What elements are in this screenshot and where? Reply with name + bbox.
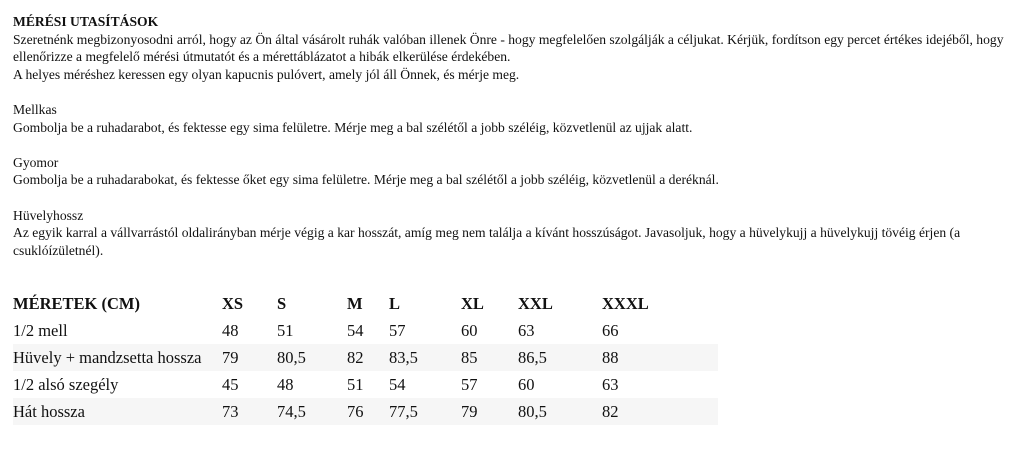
table-row bbox=[13, 317, 718, 344]
table-row bbox=[13, 371, 718, 398]
header-size-xxl: XXL bbox=[518, 293, 553, 313]
table-cell: 76 bbox=[347, 398, 389, 425]
table-cell: 80,5 bbox=[277, 344, 347, 371]
table-cell: 57 bbox=[389, 320, 406, 340]
table-cell: 88 bbox=[602, 344, 718, 371]
table-cell: 79 bbox=[461, 398, 518, 425]
table-cell: 51 bbox=[347, 374, 364, 394]
table-row bbox=[13, 398, 718, 425]
table-row bbox=[13, 344, 718, 371]
table-cell: 79 bbox=[222, 344, 277, 371]
waist-heading: Gyomor bbox=[13, 154, 59, 170]
table-cell: 86,5 bbox=[518, 344, 602, 371]
row-label: Hát hossza bbox=[13, 398, 222, 425]
table-cell: 83,5 bbox=[389, 344, 461, 371]
instructions-title: MÉRÉSI UTASÍTÁSOK bbox=[13, 14, 159, 29]
table-cell: 60 bbox=[518, 374, 535, 394]
header-size-xl: XL bbox=[461, 293, 484, 313]
sleeve-heading: Hüvelyhossz bbox=[13, 207, 84, 223]
table-cell: 54 bbox=[347, 320, 364, 340]
header-size-l: L bbox=[389, 293, 401, 313]
header-label: MÉRETEK (CM) bbox=[13, 293, 140, 313]
table-cell: 54 bbox=[389, 374, 406, 394]
header-size-xs: XS bbox=[222, 293, 244, 313]
header-size-m: M bbox=[347, 293, 363, 313]
chest-heading: Mellkas bbox=[13, 101, 57, 117]
table-cell: 82 bbox=[602, 398, 718, 425]
table-cell: 66 bbox=[602, 320, 619, 340]
table-cell: 85 bbox=[461, 344, 518, 371]
table-cell: 80,5 bbox=[518, 398, 602, 425]
intro-paragraph: Szeretnénk megbizonyosodni arról, hogy az Ön által vásárolt ruhák valóban illenek Önre - hogy megfelelően szolgálják a céljukat. Kérjük, fordítson egy percet értékes idejéből, hogy ellenőrizze a megfelelő mérési útmutatót és a mérettáblázatot a hibák elkerülése érdekében. bbox=[13, 31, 1004, 65]
row-label: 1/2 mell bbox=[13, 320, 68, 340]
sleeve-text: Az egyik karral a vállvarrástól oldalirányban mérje végig a kar hosszát, amíg meg nem találja a kívánt hosszúságot. Javasoljuk, hogy a hüvelykujj a hüvelykujj tövéig érjen (a csuklóízületnél). bbox=[13, 225, 961, 258]
table-cell: 45 bbox=[222, 374, 239, 394]
size-table-header bbox=[13, 290, 718, 317]
table-cell: 73 bbox=[222, 398, 277, 425]
measurement-instructions bbox=[13, 13, 1008, 259]
table-cell: 60 bbox=[461, 320, 478, 340]
table-cell: 63 bbox=[518, 320, 535, 340]
table-cell: 51 bbox=[277, 320, 294, 340]
spacer bbox=[13, 136, 1008, 154]
table-cell: 48 bbox=[277, 374, 294, 394]
header-size-s: S bbox=[277, 293, 287, 313]
table-cell: 48 bbox=[222, 320, 239, 340]
size-table bbox=[13, 290, 718, 425]
spacer bbox=[13, 189, 1008, 207]
intro-hint: A helyes méréshez keressen egy olyan kapucnis pulóvert, amely jól áll Önnek, és mérje meg. bbox=[13, 66, 520, 82]
table-cell: 57 bbox=[461, 374, 478, 394]
row-label: Hüvely + mandzsetta hossza bbox=[13, 344, 222, 371]
row-label: 1/2 alsó szegély bbox=[13, 374, 119, 394]
chest-text: Gombolja be a ruhadarabot, és fektesse egy sima felületre. Mérje meg a bal szélétől a jobb széléig, közvetlenül az ujjak alatt. bbox=[13, 119, 693, 135]
table-cell: 82 bbox=[347, 344, 389, 371]
table-cell: 74,5 bbox=[277, 398, 347, 425]
spacer bbox=[13, 83, 1008, 101]
waist-text: Gombolja be a ruhadarabokat, és fektesse őket egy sima felületre. Mérje meg a bal szélétől a jobb széléig, közvetlenül a deréknál. bbox=[13, 172, 719, 188]
table-cell: 63 bbox=[602, 374, 619, 394]
header-size-xxxl: XXXL bbox=[602, 293, 649, 313]
table-cell: 77,5 bbox=[389, 398, 461, 425]
